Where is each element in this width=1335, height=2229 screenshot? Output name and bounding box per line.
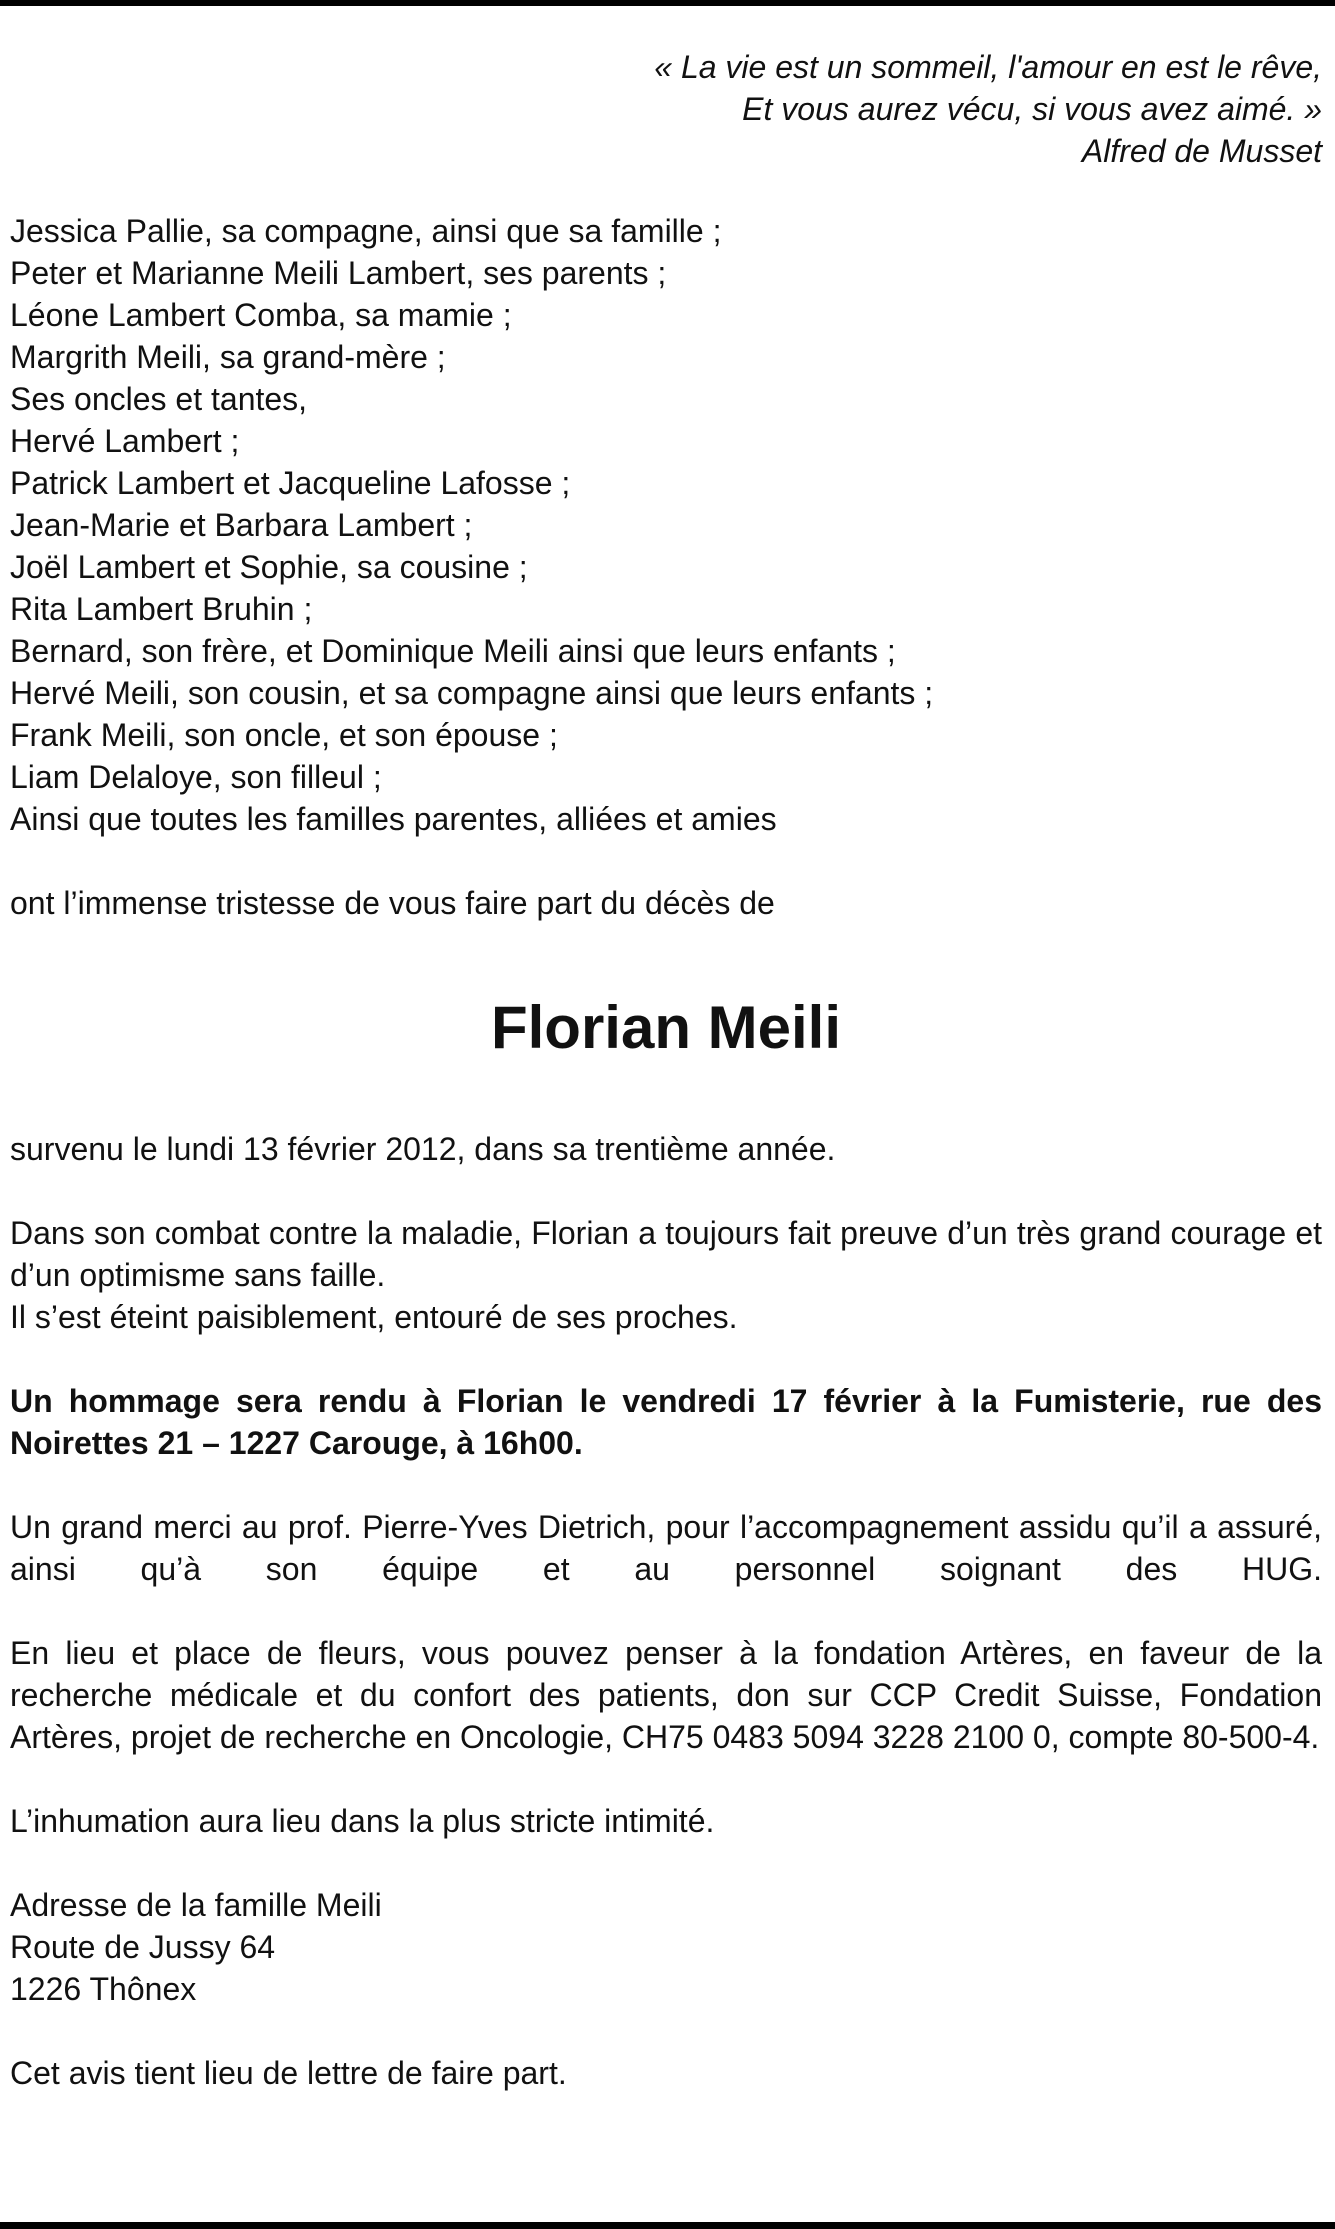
- thanks-paragraph: Un grand merci au prof. Pierre-Yves Dietrich, pour l’accompagnement assidu qu’il a assuré, ainsi qu’à son équipe et au personnel soignant des HUG.: [10, 1509, 1322, 1587]
- family-member: Liam Delaloye, son filleul ;: [10, 759, 382, 795]
- epigraph-quote: [10, 46, 1322, 172]
- family-member: Peter et Marianne Meili Lambert, ses parents ;: [10, 255, 667, 291]
- bottom-border-rule: [0, 2222, 1335, 2229]
- family-member: Rita Lambert Bruhin ;: [10, 591, 313, 627]
- combat-line-2: Il s’est éteint paisiblement, entouré de ses proches.: [10, 1299, 738, 1335]
- burial-paragraph: L’inhumation aura lieu dans la plus stricte intimité.: [10, 1803, 715, 1839]
- obituary-notice: [10, 46, 1322, 2136]
- announcement-intro: ont l’immense tristesse de vous faire part du décès de: [10, 885, 775, 921]
- quote-line-1: « La vie est un sommeil, l'amour en est le rêve,: [654, 49, 1322, 85]
- combat-paragraph: [10, 1212, 1322, 1338]
- deceased-name: Florian Meili: [490, 994, 842, 1061]
- family-member: Ses oncles et tantes,: [10, 381, 308, 417]
- combat-line-1: Dans son combat contre la maladie, Florian a toujours fait preuve d’un très grand courage et d’un optimisme sans faille.: [10, 1215, 1322, 1293]
- family-member: Bernard, son frère, et Dominique Meili ainsi que leurs enfants ;: [10, 633, 896, 669]
- hommage-paragraph: Un hommage sera rendu à Florian le vendredi 17 février à la Fumisterie, rue des Noirettes 21 – 1227 Carouge, à 16h00.: [10, 1383, 1322, 1461]
- family-address: [10, 1884, 1322, 2010]
- death-info: survenu le lundi 13 février 2012, dans sa trentième année.: [10, 1131, 836, 1167]
- family-member: Margrith Meili, sa grand-mère ;: [10, 339, 446, 375]
- family-member: Jessica Pallie, sa compagne, ainsi que sa famille ;: [10, 213, 722, 249]
- family-member: Frank Meili, son oncle, et son épouse ;: [10, 717, 558, 753]
- closing-note: Cet avis tient lieu de lettre de faire part.: [10, 2055, 567, 2091]
- family-member: Léone Lambert Comba, sa mamie ;: [10, 297, 512, 333]
- address-line-3: 1226 Thônex: [10, 1971, 197, 2007]
- family-member: Jean-Marie et Barbara Lambert ;: [10, 507, 473, 543]
- top-border-rule: [0, 0, 1335, 6]
- quote-author: Alfred de Musset: [1081, 133, 1322, 169]
- quote-line-2: Et vous aurez vécu, si vous avez aimé. »: [742, 91, 1322, 127]
- family-member: Ainsi que toutes les familles parentes, alliées et amies: [10, 801, 777, 837]
- family-member: Patrick Lambert et Jacqueline Lafosse ;: [10, 465, 571, 501]
- family-list: [10, 210, 1322, 840]
- address-line-1: Adresse de la famille Meili: [10, 1887, 382, 1923]
- flowers-paragraph: En lieu et place de fleurs, vous pouvez penser à la fondation Artères, en faveur de la recherche médicale et du confort des patients, don sur CCP Credit Suisse, Fondation Artères, projet de recherche en Oncologie, CH75 0483 5094 3228 2100 0, compte 80-500-4.: [10, 1635, 1322, 1755]
- family-member: Joël Lambert et Sophie, sa cousine ;: [10, 549, 528, 585]
- family-member: Hervé Meili, son cousin, et sa compagne ainsi que leurs enfants ;: [10, 675, 934, 711]
- address-line-2: Route de Jussy 64: [10, 1929, 276, 1965]
- family-member: Hervé Lambert ;: [10, 423, 240, 459]
